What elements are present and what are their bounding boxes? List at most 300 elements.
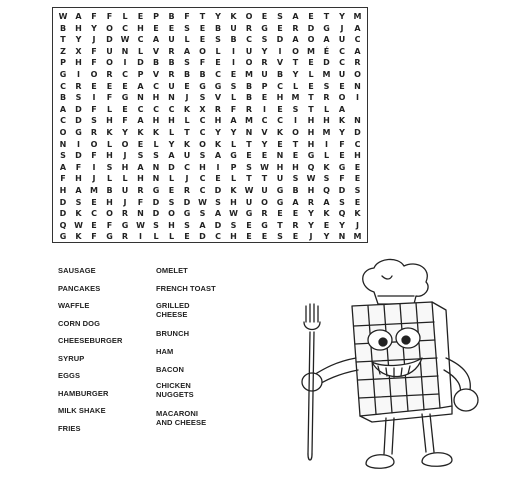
grid-letter: C xyxy=(199,116,206,126)
grid-letter: C xyxy=(60,116,66,126)
grid-letter: Y xyxy=(168,139,175,149)
grid-letter: K xyxy=(230,12,237,21)
grid-letter: U xyxy=(261,186,268,195)
grid-letter: F xyxy=(339,174,345,184)
grid-letter: S xyxy=(323,81,330,91)
grid-letter: W xyxy=(136,220,145,230)
grid-letter: F xyxy=(122,116,128,126)
grid-letter: E xyxy=(277,104,283,114)
grid-letter: L xyxy=(137,46,144,56)
grid-letter: J xyxy=(340,23,344,33)
grid-letter: K xyxy=(183,139,191,149)
grid-letter: Q xyxy=(338,209,346,219)
grid-letter: E xyxy=(91,81,97,91)
grid-letter: H xyxy=(137,23,144,33)
grid-letter: G xyxy=(121,220,129,230)
grid-letter: R xyxy=(106,70,113,79)
grid-letter: L xyxy=(168,174,175,184)
word-list-item: SAUSAGE xyxy=(58,266,96,275)
grid-letter: J xyxy=(92,174,96,184)
grid-letter: R xyxy=(137,186,144,195)
grid-letter: E xyxy=(184,232,190,242)
grid-letter: E xyxy=(168,186,175,195)
grid-letter: F xyxy=(106,220,113,230)
grid-letter: K xyxy=(323,209,330,219)
grid-letter: H xyxy=(75,174,82,184)
grid-letter: S xyxy=(277,12,283,21)
grid-letter: E xyxy=(354,162,361,172)
grid-letter: O xyxy=(106,58,113,68)
grid-letter: W xyxy=(58,12,68,21)
grid-letter: D xyxy=(152,197,160,207)
grid-letter: E xyxy=(230,70,237,79)
grid-letter: G xyxy=(183,209,191,219)
grid-letter: F xyxy=(230,104,237,114)
grid-letter: Y xyxy=(215,128,221,137)
grid-letter: T xyxy=(261,174,268,184)
grid-letter: C xyxy=(153,81,159,91)
grid-letter: R xyxy=(168,70,175,79)
grid-letter: J xyxy=(185,174,189,184)
grid-letter: L xyxy=(184,35,190,45)
grid-letter: L xyxy=(323,151,330,161)
grid-letter: T xyxy=(292,58,299,68)
grid-letter: O xyxy=(261,197,268,207)
word-list-item: SYRUP xyxy=(58,354,85,363)
word-list-item: FRIES xyxy=(58,424,81,433)
grid-letter: E xyxy=(261,232,268,242)
grid-letter: E xyxy=(292,232,299,242)
grid-letter: R xyxy=(354,58,361,68)
letter-grid xyxy=(53,8,367,242)
grid-letter: I xyxy=(216,162,220,172)
grid-letter: T xyxy=(60,35,66,45)
word-list-item: OMELET xyxy=(156,266,188,275)
grid-letter: Y xyxy=(261,46,268,56)
grid-letter: D xyxy=(75,104,82,114)
grid-letter: U xyxy=(106,46,113,56)
grid-letter: H xyxy=(307,128,315,137)
grid-letter: O xyxy=(292,46,299,56)
grid-letter: O xyxy=(338,93,346,103)
grid-letter: H xyxy=(137,174,144,184)
grid-letter: D xyxy=(75,151,82,161)
grid-letter: H xyxy=(75,23,82,33)
grid-letter: S xyxy=(292,104,299,114)
grid-letter: Y xyxy=(292,70,299,79)
grid-letter: O xyxy=(245,58,253,68)
grid-letter: W xyxy=(74,220,83,230)
word-list-item: PANCAKES xyxy=(58,284,101,293)
grid-letter: G xyxy=(106,232,113,242)
grid-letter: N xyxy=(137,93,144,103)
grid-letter: R xyxy=(261,58,268,68)
grid-letter: L xyxy=(215,46,221,56)
grid-letter: T xyxy=(246,174,252,184)
grid-letter: L xyxy=(122,174,128,184)
grid-letter: Y xyxy=(323,232,330,242)
grid-letter: M xyxy=(322,70,331,79)
grid-letter: S xyxy=(184,23,190,33)
grid-letter: S xyxy=(199,93,206,103)
grid-letter: U xyxy=(276,174,284,184)
grid-letter: A xyxy=(183,46,191,56)
grid-letter: Q xyxy=(59,220,67,230)
grid-letter: L xyxy=(106,139,113,149)
word-list-item: EGGS xyxy=(58,371,81,380)
grid-letter: K xyxy=(75,232,82,242)
grid-letter: H xyxy=(292,162,299,172)
grid-letter: R xyxy=(75,81,82,91)
grid-letter: K xyxy=(338,116,346,126)
grid-letter: E xyxy=(308,12,314,21)
grid-letter: E xyxy=(215,174,221,184)
grid-letter: G xyxy=(307,151,315,161)
word-list-item: MACARONI AND CHEESE xyxy=(156,409,207,427)
grid-letter: L xyxy=(106,104,113,114)
word-list-item: BACON xyxy=(156,365,184,374)
grid-letter: F xyxy=(339,139,345,149)
grid-letter: S xyxy=(230,81,237,91)
grid-letter: J xyxy=(356,220,359,230)
grid-letter: H xyxy=(75,58,82,68)
grid-letter: I xyxy=(123,58,127,68)
grid-letter: U xyxy=(338,70,346,79)
grid-letter: E xyxy=(292,151,299,161)
word-list-item: CORN DOG xyxy=(58,319,101,328)
grid-letter: S xyxy=(277,232,283,242)
grid-letter: P xyxy=(261,81,268,91)
grid-letter: B xyxy=(59,23,67,33)
grid-letter: M xyxy=(353,232,362,242)
grid-letter: Y xyxy=(75,35,82,45)
grid-letter: S xyxy=(215,35,221,45)
grid-letter: L xyxy=(323,104,330,114)
grid-letter: A xyxy=(292,197,299,207)
grid-letter: U xyxy=(261,70,268,79)
grid-letter: F xyxy=(91,232,97,242)
word-list-item: HAM xyxy=(156,347,174,356)
grid-letter: D xyxy=(276,35,284,45)
grid-letter: L xyxy=(153,232,159,242)
grid-letter: H xyxy=(106,197,113,207)
grid-letter: J xyxy=(123,151,127,161)
grid-letter: H xyxy=(168,220,175,230)
grid-letter: D xyxy=(307,23,315,33)
grid-letter: C xyxy=(354,139,361,149)
grid-letter: D xyxy=(354,128,361,137)
grid-letter: S xyxy=(292,174,299,184)
grid-letter: E xyxy=(137,12,144,21)
grid-letter: O xyxy=(292,128,299,137)
grid-letter: I xyxy=(92,93,96,103)
grid-letter: E xyxy=(354,174,361,184)
grid-letter: G xyxy=(121,93,129,103)
grid-letter: B xyxy=(214,23,222,33)
grid-letter: O xyxy=(307,35,315,45)
grid-letter: S xyxy=(60,151,66,161)
grid-letter: K xyxy=(323,162,330,172)
grid-letter: O xyxy=(106,23,113,33)
grid-letter: S xyxy=(91,116,97,126)
grid-letter: R xyxy=(292,220,299,230)
grid-letter: S xyxy=(354,186,361,195)
grid-letter: E xyxy=(168,23,175,33)
grid-letter: O xyxy=(245,12,253,21)
grid-letter: A xyxy=(214,151,222,161)
grid-letter: N xyxy=(354,116,361,126)
grid-letter: I xyxy=(278,46,282,56)
grid-letter: E xyxy=(292,209,299,219)
word-list-item: WAFFLE xyxy=(58,301,90,310)
grid-letter: R xyxy=(245,23,253,33)
grid-letter: N xyxy=(59,139,67,149)
word-list-item: MILK SHAKE xyxy=(58,406,106,415)
grid-letter: A xyxy=(137,116,144,126)
grid-letter: U xyxy=(338,35,346,45)
grid-letter: G xyxy=(59,70,67,79)
grid-letter: N xyxy=(152,174,160,184)
grid-letter: H xyxy=(106,151,113,161)
grid-letter: E xyxy=(91,220,97,230)
grid-letter: S xyxy=(75,197,82,207)
grid-letter: G xyxy=(152,186,160,195)
grid-letter: E xyxy=(122,81,128,91)
grid-letter: G xyxy=(199,81,206,91)
grid-letter: A xyxy=(168,151,175,161)
grid-letter: E xyxy=(137,139,144,149)
grid-letter: C xyxy=(339,46,345,56)
grid-letter: E xyxy=(308,81,314,91)
grid-letter: F xyxy=(199,58,206,68)
grid-letter: G xyxy=(338,162,346,172)
grid-letter: L xyxy=(230,139,237,149)
grid-letter: B xyxy=(245,93,253,103)
grid-letter: B xyxy=(106,186,113,195)
grid-letter: B xyxy=(59,93,67,103)
grid-letter: E xyxy=(106,81,113,91)
grid-letter: L xyxy=(122,12,128,21)
grid-letter: T xyxy=(246,139,252,149)
grid-letter: I xyxy=(294,116,297,126)
grid-letter: S xyxy=(184,220,190,230)
grid-letter: A xyxy=(323,197,330,207)
grid-letter: E xyxy=(261,151,268,161)
grid-letter: D xyxy=(137,58,144,68)
grid-letter: V xyxy=(261,128,268,137)
grid-letter: B xyxy=(276,70,284,79)
grid-letter: D xyxy=(59,209,67,219)
grid-letter: L xyxy=(168,128,175,137)
grid-letter: S xyxy=(215,197,221,207)
grid-letter: B xyxy=(168,58,175,68)
grid-letter: U xyxy=(245,197,253,207)
grid-letter: F xyxy=(91,58,97,68)
grid-letter: Y xyxy=(339,220,345,230)
grid-letter: O xyxy=(199,139,206,149)
grid-letter: S xyxy=(137,151,144,161)
grid-letter: K xyxy=(230,186,237,195)
grid-letter: I xyxy=(232,58,235,68)
grid-letter: O xyxy=(354,70,361,79)
grid-letter: U xyxy=(245,46,253,56)
grid-letter: G xyxy=(230,151,237,161)
grid-letter: D xyxy=(323,58,330,68)
grid-letter: C xyxy=(153,104,159,114)
grid-letter: M xyxy=(245,70,253,79)
grid-letter: B xyxy=(168,12,175,21)
grid-letter: I xyxy=(356,93,359,103)
grid-letter: M xyxy=(291,93,300,103)
grid-letter: J xyxy=(123,197,127,207)
grid-letter: C xyxy=(354,35,361,45)
grid-letter: K xyxy=(276,128,284,137)
grid-letter: A xyxy=(152,35,160,45)
grid-letter: S xyxy=(75,93,82,103)
grid-letter: N xyxy=(276,151,284,161)
grid-letter: S xyxy=(168,197,175,207)
grid-letter: Y xyxy=(339,128,345,137)
waffle-chef-mascot-icon xyxy=(282,258,508,496)
grid-letter: G xyxy=(59,232,67,242)
grid-letter: R xyxy=(168,46,175,56)
grid-letter: Y xyxy=(91,23,97,33)
grid-letter: E xyxy=(246,220,252,230)
grid-letter: S xyxy=(230,220,237,230)
grid-letter: B xyxy=(230,35,237,45)
grid-letter: P xyxy=(137,70,144,79)
grid-letter: W xyxy=(198,197,207,207)
grid-letter: A xyxy=(59,162,67,172)
grid-letter: W xyxy=(260,162,269,172)
grid-letter: R xyxy=(121,232,129,242)
grid-letter: F xyxy=(60,174,66,184)
grid-letter: B xyxy=(152,58,160,68)
grid-letter: E xyxy=(339,151,345,161)
grid-letter: B xyxy=(245,81,253,91)
grid-letter: C xyxy=(215,232,221,242)
grid-letter: F xyxy=(91,12,97,21)
grid-letter: X xyxy=(75,46,82,56)
grid-letter: F xyxy=(91,46,97,56)
grid-letter: Y xyxy=(308,220,314,230)
grid-letter: E xyxy=(184,81,190,91)
grid-letter: R xyxy=(307,197,315,207)
grid-letter: U xyxy=(183,151,191,161)
word-list-item: GRILLED CHEESE xyxy=(156,301,190,319)
grid-letter: F xyxy=(91,151,97,161)
grid-letter: S xyxy=(339,197,345,207)
grid-letter: Y xyxy=(308,209,314,219)
grid-letter: H xyxy=(307,116,315,126)
grid-letter: Y xyxy=(230,128,237,137)
grid-letter: A xyxy=(59,104,67,114)
grid-letter: É xyxy=(323,46,330,56)
grid-letter: C xyxy=(137,104,144,114)
grid-letter: F xyxy=(137,197,144,207)
grid-letter: A xyxy=(75,12,82,21)
grid-letter: T xyxy=(199,12,206,21)
grid-letter: N xyxy=(137,209,144,219)
grid-letter: F xyxy=(106,12,113,21)
grid-letter: H xyxy=(168,116,175,126)
grid-letter: S xyxy=(246,162,252,172)
grid-letter: G xyxy=(75,128,82,137)
grid-letter: I xyxy=(77,70,80,79)
grid-letter: D xyxy=(59,197,67,207)
grid-letter: E xyxy=(246,151,252,161)
grid-letter: S xyxy=(323,174,330,184)
grid-letter: C xyxy=(277,116,283,126)
grid-letter: C xyxy=(199,186,206,195)
grid-letter: I xyxy=(232,46,235,56)
word-list-item: FRENCH TOAST xyxy=(156,284,216,293)
grid-letter: D xyxy=(168,162,175,172)
grid-letter: E xyxy=(246,232,252,242)
grid-letter: L xyxy=(106,174,113,184)
grid-letter: G xyxy=(276,186,284,195)
grid-letter: H xyxy=(276,93,284,103)
grid-letter: E xyxy=(199,23,206,33)
grid-letter: S xyxy=(106,162,113,172)
grid-letter: M xyxy=(90,186,98,195)
grid-letter: B xyxy=(292,186,299,195)
grid-letter: P xyxy=(60,58,66,68)
grid-letter: L xyxy=(230,93,237,103)
grid-letter: L xyxy=(308,70,314,79)
word-search-grid xyxy=(52,7,368,243)
grid-letter: L xyxy=(230,174,237,184)
grid-letter: M xyxy=(307,46,315,56)
grid-letter: V xyxy=(214,93,222,103)
grid-letter: B xyxy=(183,70,191,79)
grid-letter: E xyxy=(277,209,283,219)
grid-letter: E xyxy=(277,139,283,149)
grid-letter: H xyxy=(152,116,160,126)
grid-letter: B xyxy=(199,70,206,79)
grid-letter: A xyxy=(292,12,299,21)
grid-letter: K xyxy=(354,209,361,219)
grid-letter: N xyxy=(152,162,160,172)
grid-letter: E xyxy=(261,12,268,21)
grid-letter: H xyxy=(276,162,284,172)
grid-letter: J xyxy=(185,93,189,103)
grid-letter: O xyxy=(90,139,98,149)
grid-letter: E xyxy=(308,58,314,68)
grid-letter: Q xyxy=(307,162,315,172)
grid-letter: L xyxy=(168,232,175,242)
grid-letter: I xyxy=(263,104,266,114)
grid-letter: K xyxy=(137,128,144,137)
grid-letter: M xyxy=(322,128,331,137)
grid-letter: D xyxy=(183,197,191,207)
grid-letter: R xyxy=(323,93,330,103)
grid-letter: W xyxy=(306,174,316,184)
grid-letter: C xyxy=(277,81,283,91)
grid-letter: R xyxy=(183,186,191,195)
grid-letter: P xyxy=(153,12,159,21)
grid-letter: D xyxy=(75,116,82,126)
grid-letter: Y xyxy=(339,12,345,21)
grid-letter: H xyxy=(59,186,67,195)
grid-letter: A xyxy=(338,104,346,114)
grid-letter: Y xyxy=(261,139,268,149)
grid-letter: U xyxy=(121,186,129,195)
grid-letter: V xyxy=(152,70,160,79)
grid-letter: C xyxy=(246,35,252,45)
grid-letter: X xyxy=(199,104,206,114)
grid-letter: F xyxy=(75,162,82,172)
